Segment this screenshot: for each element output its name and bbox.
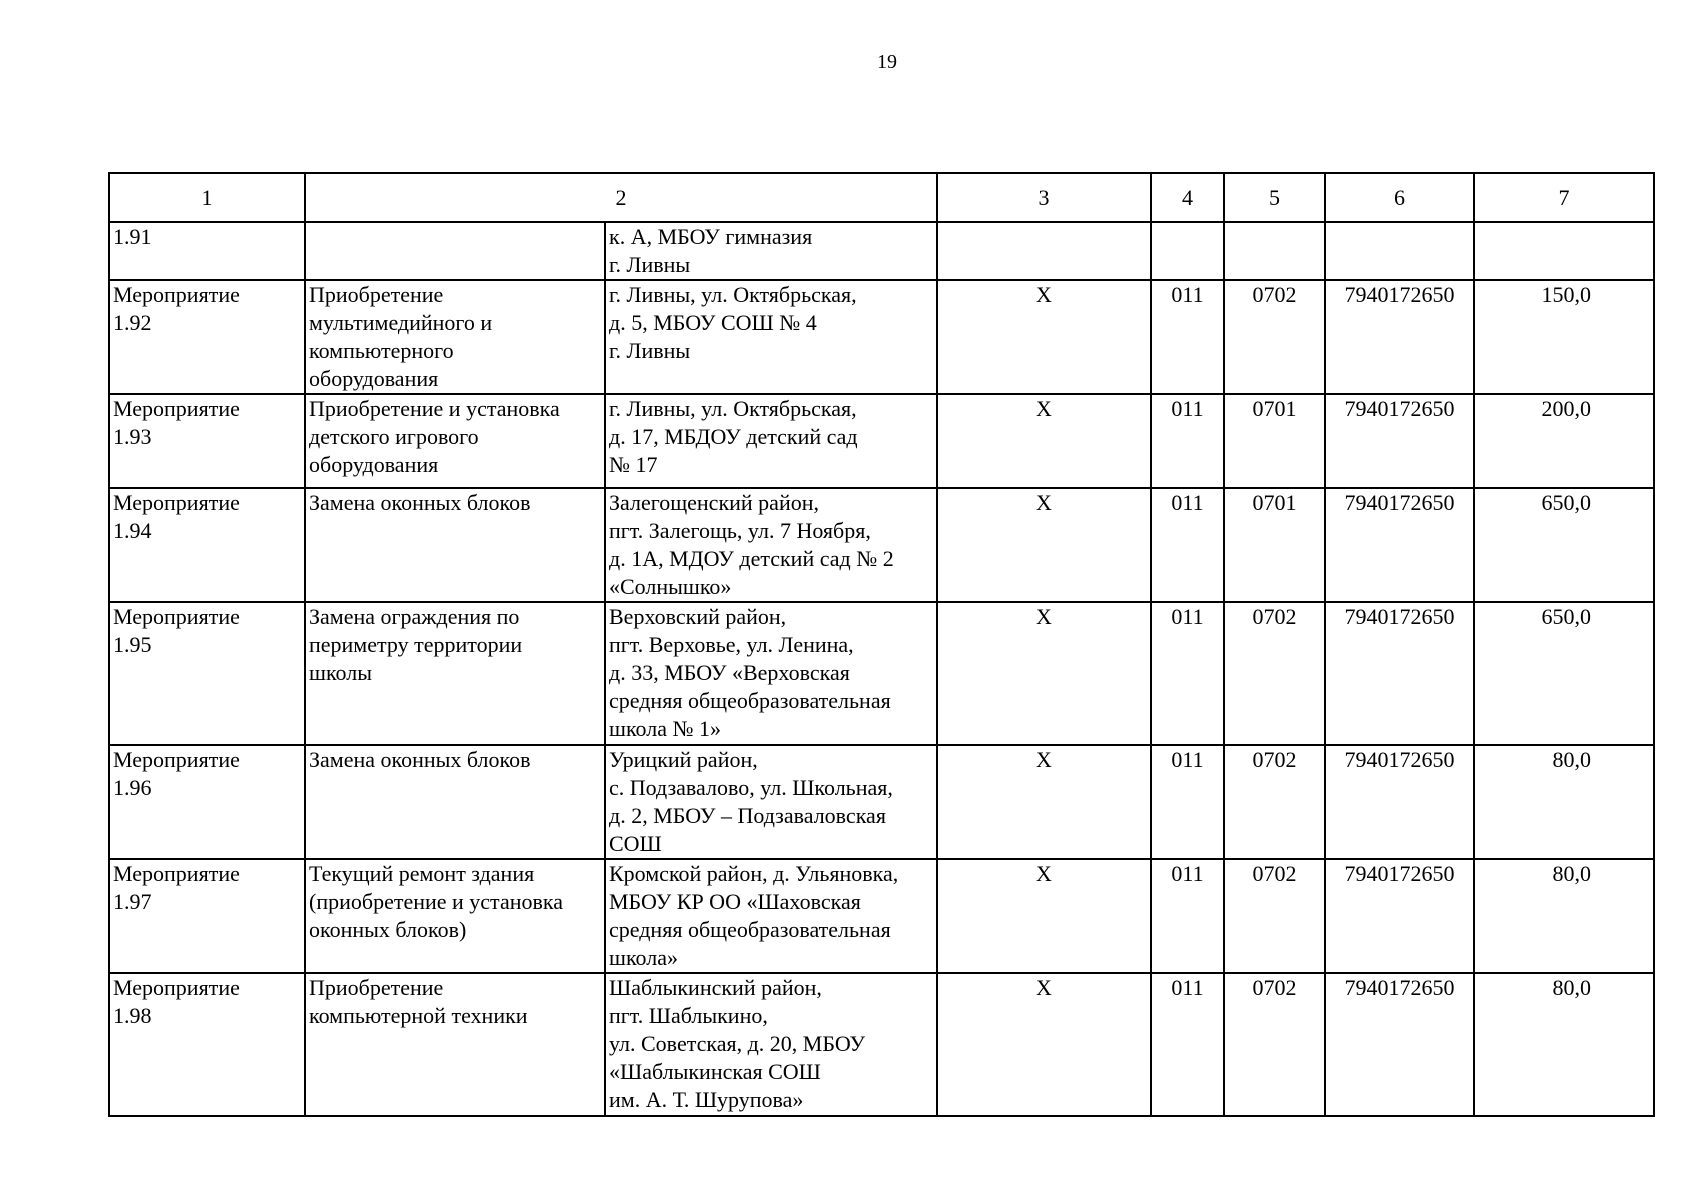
cell-event-name: Приобретение компьютерной техники [305, 973, 605, 1116]
cell-col-6: 7940172650 [1325, 973, 1474, 1116]
cell-col-6 [1325, 222, 1474, 280]
cell-event-number: Мероприятие 1.94 [109, 488, 305, 602]
cell-event-name: Замена оконных блоков [305, 745, 605, 859]
cell-event-name: Замена ограждения по периметру территории школы [305, 602, 605, 745]
cell-col-4: 011 [1151, 394, 1224, 488]
cell-event-number: Мероприятие 1.92 [109, 280, 305, 394]
cell-col-3: Х [937, 488, 1151, 602]
cell-event-name: Текущий ремонт здания (приобретение и установка оконных блоков) [305, 859, 605, 973]
cell-amount: 80,0 [1474, 859, 1654, 973]
cell-col-3: Х [937, 280, 1151, 394]
cell-amount [1474, 222, 1654, 280]
cell-col-4: 011 [1151, 280, 1224, 394]
cell-col-6: 7940172650 [1325, 859, 1474, 973]
cell-event-name: Приобретение и установка детского игрового оборудования [305, 394, 605, 488]
header-col-6: 6 [1325, 173, 1474, 222]
cell-col-5: 0702 [1224, 280, 1325, 394]
cell-address: к. А, МБОУ гимназия г. Ливны [605, 222, 937, 280]
cell-col-3 [937, 222, 1151, 280]
cell-col-6: 7940172650 [1325, 745, 1474, 859]
table-row [109, 973, 1654, 1116]
cell-col-6: 7940172650 [1325, 280, 1474, 394]
cell-event-name: Замена оконных блоков [305, 488, 605, 602]
header-col-1: 1 [109, 173, 305, 222]
cell-event-number: Мероприятие 1.97 [109, 859, 305, 973]
table-row [109, 745, 1654, 859]
cell-address: г. Ливны, ул. Октябрьская, д. 17, МБДОУ детский сад № 17 [605, 394, 937, 488]
header-col-3: 3 [937, 173, 1151, 222]
header-col-2: 2 [305, 173, 937, 222]
cell-col-4: 011 [1151, 745, 1224, 859]
cell-col-3: Х [937, 602, 1151, 745]
cell-event-name [305, 222, 605, 280]
cell-col-4: 011 [1151, 602, 1224, 745]
cell-amount: 80,0 [1474, 973, 1654, 1116]
cell-event-number: 1.91 [109, 222, 305, 280]
header-col-7: 7 [1474, 173, 1654, 222]
table-row [109, 859, 1654, 973]
cell-col-4 [1151, 222, 1224, 280]
cell-col-4: 011 [1151, 488, 1224, 602]
cell-col-6: 7940172650 [1325, 488, 1474, 602]
cell-col-4: 011 [1151, 859, 1224, 973]
cell-col-4: 011 [1151, 973, 1224, 1116]
cell-col-3: Х [937, 394, 1151, 488]
cell-event-number: Мероприятие 1.98 [109, 973, 305, 1116]
cell-event-number: Мероприятие 1.96 [109, 745, 305, 859]
cell-amount: 650,0 [1474, 602, 1654, 745]
cell-col-5: 0701 [1224, 394, 1325, 488]
cell-event-number: Мероприятие 1.95 [109, 602, 305, 745]
header-col-5: 5 [1224, 173, 1325, 222]
cell-event-name: Приобретение мультимедийного и компьютерного оборудования [305, 280, 605, 394]
cell-col-5 [1224, 222, 1325, 280]
cell-col-5: 0702 [1224, 602, 1325, 745]
table-row [109, 488, 1654, 602]
cell-event-number: Мероприятие 1.93 [109, 394, 305, 488]
cell-amount: 200,0 [1474, 394, 1654, 488]
cell-amount: 650,0 [1474, 488, 1654, 602]
cell-address: Шаблыкинский район, пгт. Шаблыкино, ул. Советская, д. 20, МБОУ «Шаблыкинская СОШ им. А. Т. Шурупова» [605, 973, 937, 1116]
cell-col-3: Х [937, 973, 1151, 1116]
table-row [109, 280, 1654, 394]
table-row [109, 394, 1654, 488]
cell-address: Верховский район, пгт. Верховье, ул. Ленина, д. 33, МБОУ «Верховская средняя общеобразовательная школа № 1» [605, 602, 937, 745]
cell-col-3: Х [937, 745, 1151, 859]
cell-col-5: 0701 [1224, 488, 1325, 602]
cell-col-6: 7940172650 [1325, 394, 1474, 488]
cell-address: г. Ливны, ул. Октябрьская, д. 5, МБОУ СОШ № 4 г. Ливны [605, 280, 937, 394]
cell-amount: 80,0 [1474, 745, 1654, 859]
table-row [109, 222, 1654, 280]
cell-col-3: Х [937, 859, 1151, 973]
cell-col-6: 7940172650 [1325, 602, 1474, 745]
cell-address: Залегощенский район, пгт. Залегощь, ул. 7 Ноября, д. 1А, МДОУ детский сад № 2 «Солнышко» [605, 488, 937, 602]
cell-col-5: 0702 [1224, 745, 1325, 859]
cell-address: Урицкий район, с. Подзавалово, ул. Школьная, д. 2, МБОУ – Подзаваловская СОШ [605, 745, 937, 859]
cell-amount: 150,0 [1474, 280, 1654, 394]
header-col-4: 4 [1151, 173, 1224, 222]
page-number: 19 [877, 51, 897, 73]
table-row [109, 602, 1654, 745]
header-row [109, 173, 1654, 222]
budget-table [108, 172, 1655, 1117]
cell-col-5: 0702 [1224, 973, 1325, 1116]
cell-col-5: 0702 [1224, 859, 1325, 973]
cell-address: Кромской район, д. Ульяновка, МБОУ КР ОО «Шаховская средняя общеобразовательная школа» [605, 859, 937, 973]
